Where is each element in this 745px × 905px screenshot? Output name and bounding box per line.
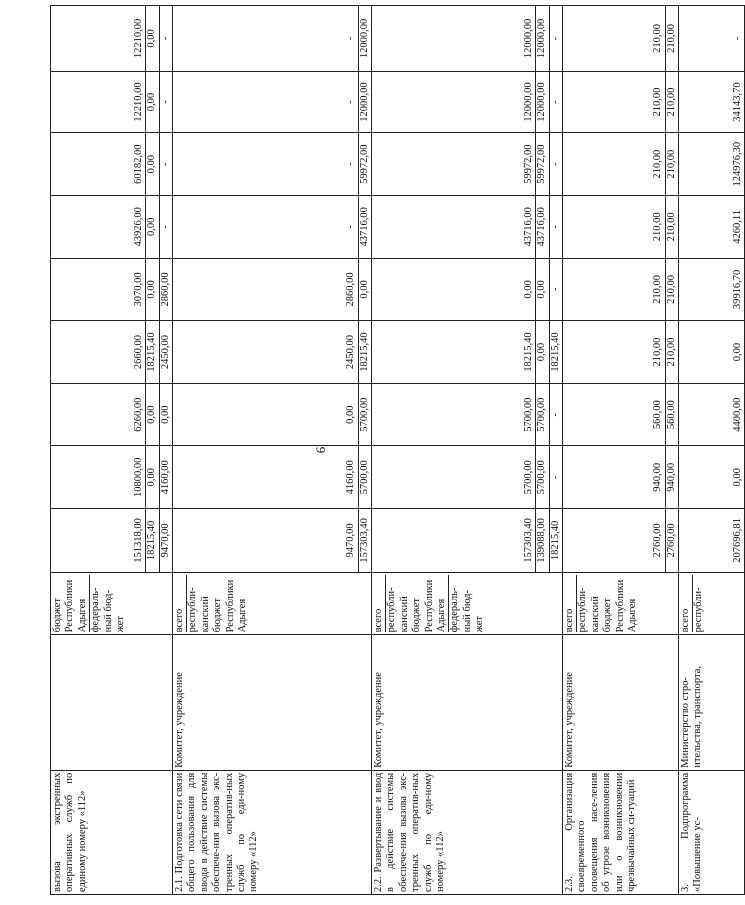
source-label: бюджет Республики Адыгея (52, 579, 88, 633)
amount-value: 59972,00 (522, 144, 534, 184)
amount-cell (372, 258, 563, 321)
executor-cell (51, 635, 173, 770)
amount-value: 157303,40 (522, 518, 534, 563)
amount-cell (563, 6, 679, 72)
amount-value: 6260,00 (132, 397, 144, 432)
amount-cell (173, 509, 372, 573)
amount-value: 0,00 (145, 384, 158, 446)
amount-cell (173, 321, 372, 384)
source-cell (679, 572, 745, 635)
amount-value: 2760,00 (665, 509, 678, 572)
amount-value: 2450,00 (345, 335, 357, 370)
amount-value: 3070,00 (132, 272, 144, 307)
page-number: 6 (313, 446, 328, 454)
amount-value: 124976,30 (731, 141, 743, 187)
source-label: республи-канский бюджет Республики Адыгея (186, 575, 249, 633)
amount-cell (679, 509, 745, 573)
amount-value: 0,00 (145, 259, 158, 321)
amount-value: - (731, 36, 743, 41)
source-label: федераль-ный бюд-жет (89, 575, 127, 633)
amount-value: 12000,00 (535, 72, 548, 133)
amount-value: - (549, 384, 562, 446)
amount-value: 18215,40 (145, 321, 158, 383)
amount-value: 18215,40 (358, 321, 371, 383)
amount-value: 60182,00 (132, 144, 144, 184)
financing-table (50, 5, 745, 895)
amount-value: 5700,00 (358, 384, 371, 446)
amount-value: 940,00 (665, 447, 678, 509)
amount-value: 18215,40 (549, 321, 562, 383)
amount-value: 210,00 (665, 133, 678, 195)
amount-value: 2450,00 (159, 321, 172, 383)
amount-value: 210,00 (665, 72, 678, 133)
amount-cell (372, 321, 563, 384)
amount-value: 18215,40 (549, 509, 562, 572)
amount-cell (51, 321, 173, 384)
amount-value: 157303,40 (358, 509, 371, 572)
amount-value: 43716,00 (535, 196, 548, 258)
amount-value: - (345, 100, 357, 104)
amount-value: 0,00 (159, 384, 172, 446)
amount-value: 4160,00 (345, 460, 357, 495)
amount-value: 210,00 (665, 259, 678, 321)
event-name-cell: 2.1. Подготовка сети связи общего пользования для ввода в действие системы обеспече-ния вызова экс-тренных оператив-ных служб по еди-ному номеру «112» (173, 770, 372, 894)
amount-value: 5700,00 (535, 384, 548, 446)
amount-value: 43716,00 (522, 207, 534, 247)
amount-cell (173, 383, 372, 446)
source-label: республи-канский бюджет Республики Адыгея (576, 575, 639, 633)
amount-value: 9470,00 (159, 509, 172, 572)
amount-value: 43926,00 (132, 207, 144, 247)
amount-value: 4160,00 (159, 447, 172, 509)
amount-value: 59972,00 (358, 133, 371, 195)
amount-cell (679, 133, 745, 196)
source-cell (173, 572, 372, 635)
amount-value: 18215,40 (145, 509, 158, 572)
amount-value: 12210,00 (132, 18, 144, 59)
amount-cell (679, 6, 745, 72)
amount-cell (51, 258, 173, 321)
amount-value: 5700,00 (522, 397, 534, 432)
amount-cell (563, 383, 679, 446)
amount-value: 2760,00 (652, 523, 664, 558)
amount-value: 2660,00 (132, 335, 144, 370)
amount-value: - (549, 72, 562, 133)
source-cell (563, 572, 679, 635)
amount-value: 12000,00 (358, 72, 371, 133)
amount-cell (563, 258, 679, 321)
rotated-table-page (50, 5, 743, 895)
amount-value: 0,00 (731, 342, 743, 362)
amount-value: 59972,00 (535, 133, 548, 195)
amount-value: 12000,00 (358, 6, 371, 71)
amount-value: 0,00 (145, 447, 158, 509)
amount-cell (679, 321, 745, 384)
amount-cell (372, 509, 563, 573)
amount-value: 0,00 (145, 6, 158, 71)
amount-cell (51, 196, 173, 259)
amount-value: 0,00 (535, 259, 548, 321)
amount-cell (563, 509, 679, 573)
amount-value: 43716,00 (358, 196, 371, 258)
amount-cell (173, 258, 372, 321)
amount-cell (173, 71, 372, 133)
amount-value: 5700,00 (522, 460, 534, 495)
amount-value: - (549, 133, 562, 195)
amount-value: 39916,70 (731, 269, 743, 310)
amount-value: 210,00 (652, 149, 664, 179)
amount-value: 940,00 (652, 462, 664, 492)
amount-value: 5700,00 (358, 447, 371, 509)
amount-value: 9470,00 (345, 523, 357, 558)
amount-value: 210,00 (652, 212, 664, 242)
amount-cell (51, 446, 173, 509)
amount-cell (563, 196, 679, 259)
source-label: всего (174, 608, 185, 633)
amount-value: 2860,00 (345, 272, 357, 307)
amount-value: - (549, 6, 562, 71)
source-label: республи- (692, 575, 705, 633)
amount-cell (173, 196, 372, 259)
amount-value: - (549, 196, 562, 258)
amount-cell (563, 446, 679, 509)
amount-value: 210,00 (652, 337, 664, 367)
amount-value: 207696,81 (731, 518, 743, 563)
amount-cell (372, 6, 563, 72)
amount-value: 210,00 (665, 6, 678, 71)
amount-cell (173, 6, 372, 72)
amount-cell (679, 383, 745, 446)
source-cell (51, 572, 173, 635)
amount-value: 0,00 (345, 405, 357, 424)
source-label: федераль-ный бюд-жет (448, 575, 486, 633)
amount-value: 151318,00 (132, 518, 144, 563)
source-label: всего (373, 608, 384, 633)
amount-cell (679, 258, 745, 321)
event-name-cell: вызова экстренных оперативных служб по единому номеру «112» (51, 770, 173, 894)
executor-cell: Комитет, учреждение (372, 635, 563, 770)
event-name-cell: 2.3. Организация своевременного оповещения насе-ления об угрозе возникновения или о возникновении чрезвычайных си-туаций (563, 770, 679, 894)
amount-value: 0,00 (145, 72, 158, 133)
amount-value: 0,00 (522, 280, 534, 299)
amount-value: 18215,40 (522, 332, 534, 372)
amount-value: 0,00 (145, 133, 158, 195)
event-name-cell: 3. Подпрограмма «Повышение ус- (679, 770, 745, 894)
amount-value: - (159, 72, 172, 133)
amount-cell (173, 446, 372, 509)
amount-value: 560,00 (652, 400, 664, 430)
source-cell (372, 572, 563, 635)
table-row (51, 6, 173, 895)
amount-cell (563, 71, 679, 133)
amount-cell (679, 446, 745, 509)
amount-cell (51, 133, 173, 196)
amount-value: 12000,00 (535, 6, 548, 71)
amount-value: 2860,00 (159, 259, 172, 321)
amount-value: 12000,00 (522, 18, 534, 59)
amount-cell (563, 321, 679, 384)
amount-cell (51, 6, 173, 72)
amount-value: - (345, 162, 357, 166)
amount-cell (372, 446, 563, 509)
executor-cell: Комитет, учреждение (173, 635, 372, 770)
amount-value: 0,00 (535, 321, 548, 383)
amount-cell (173, 133, 372, 196)
amount-value: - (549, 447, 562, 509)
amount-cell (51, 509, 173, 573)
amount-cell (372, 196, 563, 259)
amount-value: 10800,00 (132, 457, 144, 497)
amount-value: - (549, 259, 562, 321)
amount-value: 0,00 (731, 468, 743, 487)
table-row (173, 6, 372, 895)
amount-value: 560,00 (665, 384, 678, 446)
amount-value: 4260,11 (731, 209, 743, 244)
table-row (563, 6, 679, 895)
amount-cell (679, 196, 745, 259)
amount-value: 12000,00 (522, 82, 534, 122)
amount-value: 12210,00 (132, 82, 144, 122)
amount-value: 0,00 (145, 196, 158, 258)
amount-value: 4400,00 (731, 397, 743, 432)
amount-value: 210,00 (665, 196, 678, 258)
event-name-cell: 2.2. Развертывание и ввод в действие системы обеспече-ния вызова экс-тренных оператив-ных служб по еди-ному номеру «112» (372, 770, 563, 894)
source-label: республи-канский бюджет Республики Адыгея (385, 575, 448, 633)
amount-value: 139088,00 (535, 509, 548, 572)
amount-value: 210,00 (652, 23, 664, 53)
executor-cell: Комитет, учреждение (563, 635, 679, 770)
amount-cell (679, 71, 745, 133)
amount-value: - (159, 6, 172, 71)
amount-value: 5700,00 (535, 447, 548, 509)
amount-cell (51, 383, 173, 446)
amount-cell (372, 383, 563, 446)
amount-cell (372, 133, 563, 196)
amount-value: 210,00 (652, 87, 664, 117)
amount-value: 210,00 (665, 321, 678, 383)
amount-cell (372, 71, 563, 133)
source-label: всего (680, 608, 691, 633)
table-row (372, 6, 563, 895)
amount-value: 0,00 (358, 259, 371, 321)
executor-cell: Министерство стро-ительства, транспорта, (679, 635, 745, 770)
amount-value: - (159, 196, 172, 258)
amount-value: - (159, 133, 172, 195)
source-label: всего (564, 608, 575, 633)
amount-cell (563, 133, 679, 196)
amount-value: - (345, 225, 357, 229)
amount-value: 210,00 (652, 275, 664, 304)
amount-value: - (345, 36, 357, 41)
table-row (679, 6, 745, 895)
amount-cell (51, 71, 173, 133)
amount-value: 34143,70 (731, 82, 743, 122)
